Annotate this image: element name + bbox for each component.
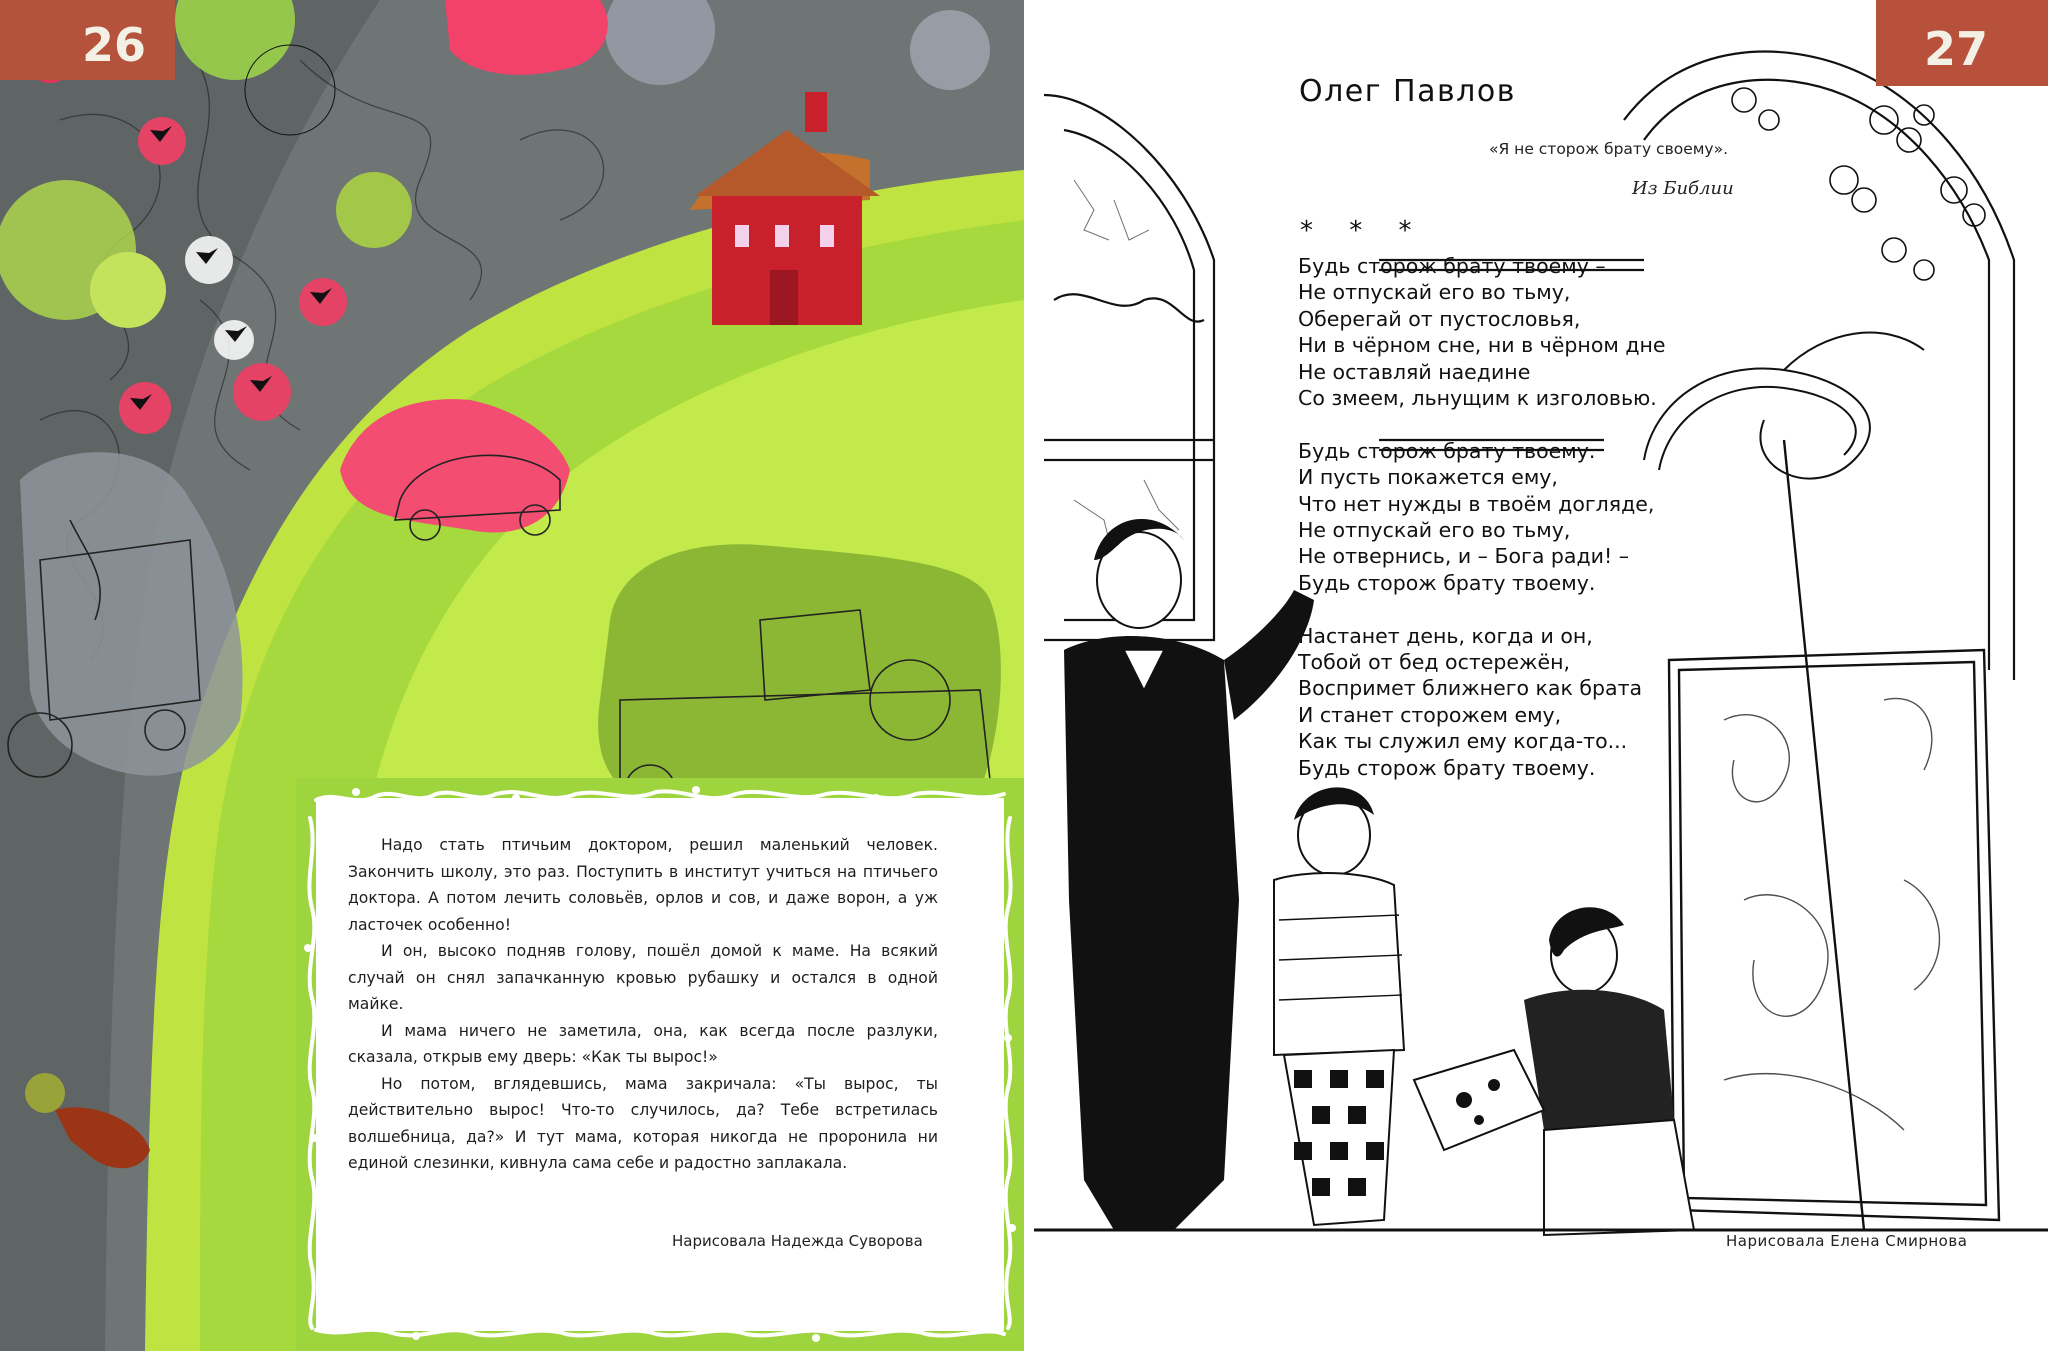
- young-man-figure: [1064, 519, 1314, 1230]
- poem-line: Как ты служил ему когда-то...: [1298, 729, 1628, 754]
- poem-line: И пусть покажется ему,: [1298, 465, 1558, 490]
- boy-figure: [1274, 787, 1404, 1225]
- poem-line: Со змеем, льнущим к изголовью.: [1298, 386, 1657, 411]
- author-name: Олег Павлов: [1299, 74, 1516, 109]
- poem-line: Не отвернись, и – Бога ради! –: [1298, 544, 1629, 569]
- poem-line: И станет сторожем ему,: [1298, 702, 1562, 727]
- poem-line: Настанет день, когда и он,: [1298, 623, 1593, 648]
- poem-line: Не отпускай его во тьму,: [1298, 518, 1571, 543]
- poem-line: Будь сторож брату твоему –: [1298, 254, 1606, 278]
- poem-line: Будь сторож брату твоему.: [1298, 570, 1596, 595]
- poem-line: Воспримет ближнего как брата: [1298, 676, 1643, 701]
- page-number-right: 27: [1923, 22, 1988, 76]
- girl-figure: [1414, 907, 1694, 1235]
- story-paragraph-3: И мама ничего не заметила, она, как всегда после разлуки, сказала, открыв ему дверь: «Как ты вырос!»: [348, 1021, 938, 1066]
- epigraph: «Я не сторож брату своему».: [1489, 140, 1729, 158]
- illustrator-credit-left: Нарисовала Надежда Суворова: [672, 1232, 923, 1250]
- illustrator-credit-right: Нарисовала Елена Смирнова: [1726, 1232, 1968, 1250]
- poem-line: Тобой от бед остережён,: [1298, 650, 1571, 675]
- story-text: [348, 832, 938, 1177]
- poem-line: Не оставляй наедине: [1298, 359, 1531, 384]
- poem-stars: * * *: [1300, 216, 1426, 246]
- poem-line: Будь сторож брату твоему.: [1298, 755, 1596, 780]
- poem: [1298, 253, 1666, 781]
- right-page: [1024, 0, 2048, 1351]
- poem-line: Не отпускай его во тьму,: [1298, 280, 1571, 305]
- poem-line: Ни в чёрном сне, ни в чёрном дне: [1298, 333, 1666, 358]
- poem-line: Что нет нужды в твоём догляде,: [1298, 491, 1655, 516]
- story-paragraph-2: И он, высоко подняв голову, пошёл домой к маме. На всякий случай он снял запачканную кровью рубашку и остался в одной майке.: [348, 942, 938, 1013]
- poem-line: Будь сторож брату твоему.: [1298, 438, 1596, 463]
- poem-line: Оберегай от пустословья,: [1298, 306, 1581, 331]
- story-paragraph-1: Надо стать птичьим доктором, решил маленький человек. Закончить школу, это раз. Поступить в институт учиться на птичьего доктора. А потом лечить соловьёв, орлов и сов, и даже ворон, а уж ласточек особенно!: [348, 836, 938, 934]
- stanza-gap: [1298, 596, 1666, 622]
- stanza-gap: [1298, 411, 1666, 437]
- page-number-left: 26: [82, 18, 147, 72]
- epigraph-source: Из Библии: [1632, 178, 1734, 199]
- story-paragraph-4: Но потом, вглядевшись, мама закричала: «Ты вырос, ты действительно вырос! Что-то случилось, да? Тебе встретилась волшебница, да?» И тут мама, которая никогда не проронила ни единой слезинки, кивнула сама себе и радостно заплакала.: [348, 1074, 938, 1172]
